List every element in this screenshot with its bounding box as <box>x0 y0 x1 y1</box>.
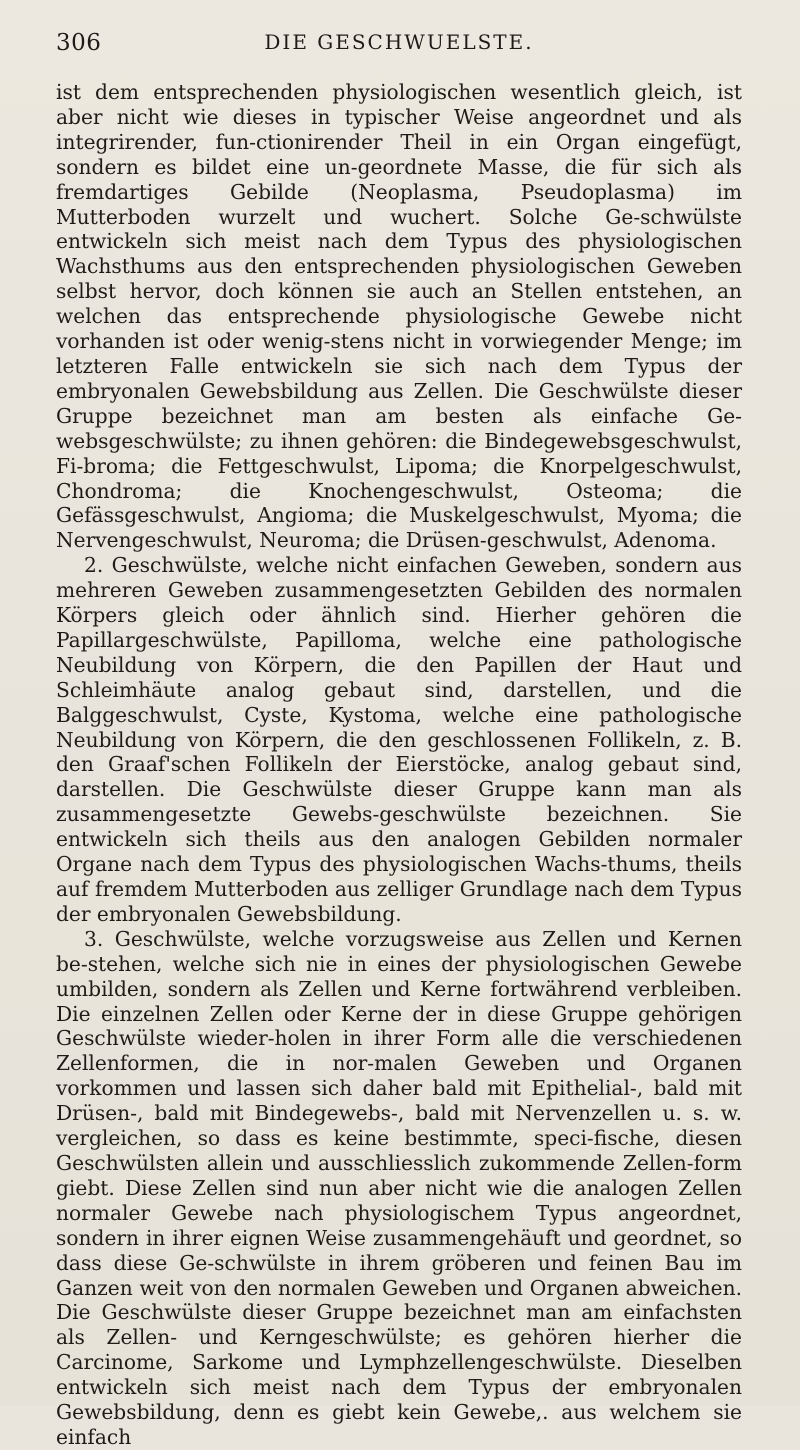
paragraph-item-3: 3. Geschwülste, welche vorzugsweise aus Zellen und Kernen be-stehen, welche sich nie in eines der physiologischen Gewebe umbilden, sondern als Zellen und Kerne fortwährend verbleiben. Die einzelnen Zellen oder Kerne der in diese Gruppe gehörigen Geschwülste wieder-holen in ihrer Form alle die verschiedenen Zellenformen, die in nor-malen Geweben und Organen vorkommen und lassen sich daher bald mit Epithelial-, bald mit Drüsen-, bald mit Bindegewebs-, bald mit Nervenzellen u. s. w. vergleichen, so dass es keine bestimmte, speci-fische, diesen Geschwülsten allein und ausschliesslich zukommende Zellen-form giebt. Diese Zellen sind nun aber nicht wie die analogen Zellen normaler Gewebe nach physiologischem Typus angeordnet, sondern in ihrer eignen Weise zusammengehäuft und geordnet, so dass diese Ge-schwülste in ihrem gröberen und feinen Bau im Ganzen weit von den normalen Geweben und Organen abweichen. Die Geschwülste dieser Gruppe bezeichnet man am einfachsten als Zellen- und Kerngeschwülste; es gehören hierher die Carcinome, Sarkome und Lymphzellengeschwülste. Dieselben entwickeln sich meist nach dem Typus der embryonalen Gewebsbildung, denn es giebt kein Gewebe,. aus welchem sie einfach <box>56 926 742 1449</box>
running-head: DIE GESCHWUELSTE. <box>264 30 534 54</box>
page-header <box>56 0 742 80</box>
body-text <box>56 80 742 1450</box>
paragraph-item-2: 2. Geschwülste, welche nicht einfachen Geweben, sondern aus mehreren Geweben zusammengesetzten Gebilden des normalen Körpers gleich oder ähnlich sind. Hierher gehören die Papillargeschwülste, Papilloma, welche eine pathologische Neubildung von Körpern, die den Papillen der Haut und Schleimhäute analog gebaut sind, darstellen, und die Balggeschwulst, Cyste, Kystoma, welche eine pathologische Neubildung von Körpern, die den geschlossenen Follikeln, z. B. den Graaf'schen Follikeln der Eierstöcke, analog gebaut sind, darstellen. Die Geschwülste dieser Gruppe kann man als zusammengesetzte Gewebs-geschwülste bezeichnen. Sie entwickeln sich theils aus den analogen Gebilden normaler Organe nach dem Typus des physiologischen Wachs-thums, theils auf fremdem Mutterboden aus zelliger Grundlage nach dem Typus der embryonalen Gewebsbildung. <box>56 553 742 926</box>
paragraph-continuation: ist dem entsprechenden physiologischen wesentlich gleich, ist aber nicht wie dieses in typischer Weise angeordnet und als integrirender, fun-ctionirender Theil in ein Organ eingefügt, sondern es bildet eine un-geordnete Masse, die für sich als fremdartiges Gebilde (Neoplasma, Pseudoplasma) im Mutterboden wurzelt und wuchert. Solche Ge-schwülste entwickeln sich meist nach dem Typus des physiologischen Wachsthums aus den entsprechenden physiologischen Geweben selbst hervor, doch können sie auch an Stellen entstehen, an welchen das entsprechende physiologische Gewebe nicht vorhanden ist oder wenig-stens nicht in vorwiegender Menge; im letzteren Falle entwickeln sie sich nach dem Typus der embryonalen Gewebsbildung aus Zellen. Die Geschwülste dieser Gruppe bezeichnet man am besten als einfache Ge-websgeschwülste; zu ihnen gehören: die Bindegewebsgeschwulst, Fi-broma; die Fettgeschwulst, Lipoma; die Knorpelgeschwulst, Chondroma; die Knochengeschwulst, Osteoma; die Gefässgeschwulst, Angioma; die Muskelgeschwulst, Myoma; die Nervengeschwulst, Neuroma; die Drüsen-geschwulst, Adenoma. <box>56 80 742 553</box>
page-number: 306 <box>56 30 102 56</box>
